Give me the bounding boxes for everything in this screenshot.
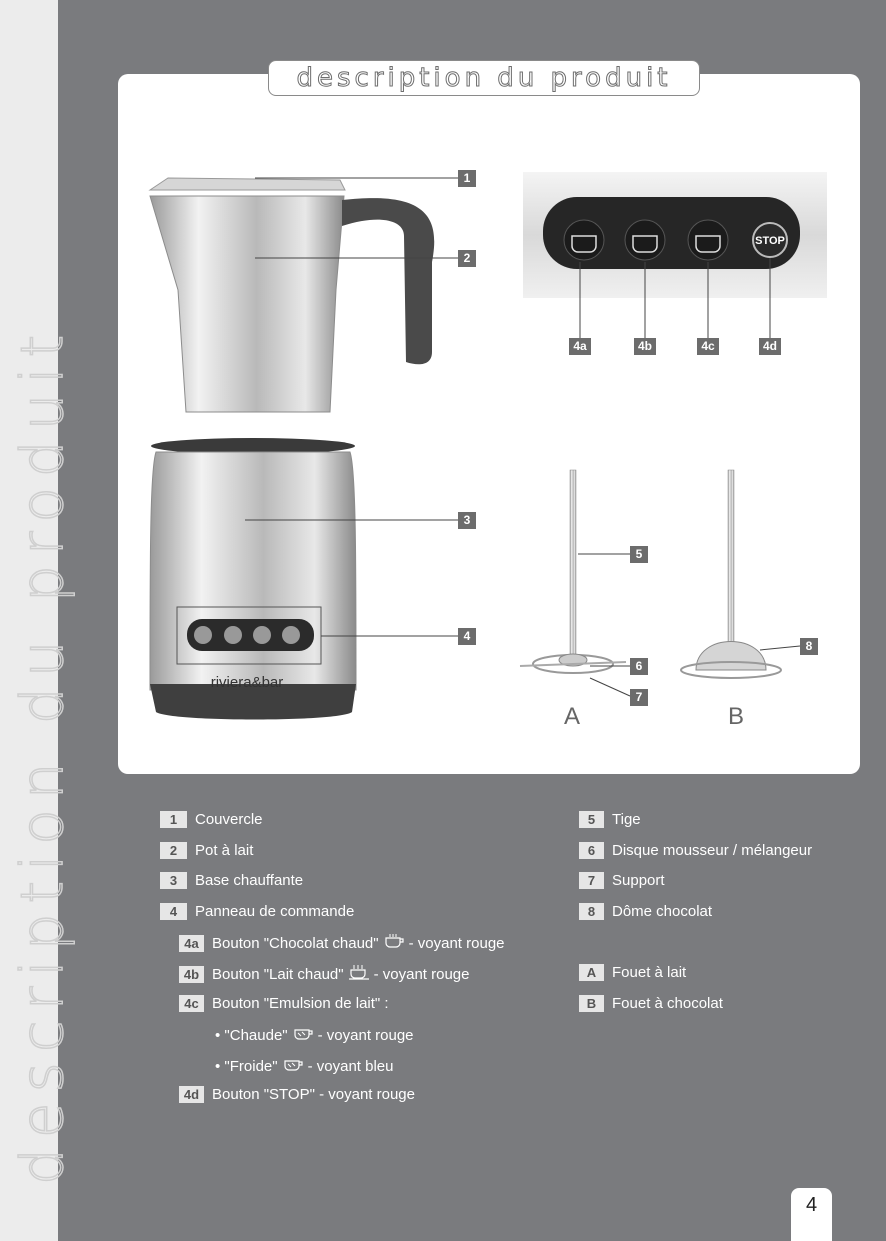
legend-badge: A: [579, 964, 604, 981]
legend-badge: 8: [579, 903, 604, 920]
legend-text: Base chauffante: [195, 872, 304, 889]
callout-7: 7: [630, 689, 648, 706]
callout-8: 8: [800, 638, 818, 655]
callout-4a: 4a: [569, 338, 591, 355]
whisk-letter-b: B: [728, 703, 745, 730]
legend-suffix: - voyant rouge: [408, 934, 505, 952]
legend-item: [179, 933, 505, 953]
page-number: 4: [791, 1188, 832, 1241]
callout-4b: 4b: [634, 338, 656, 355]
leader-7: [590, 678, 630, 696]
legend-badge: B: [579, 995, 604, 1012]
legend-item: [179, 995, 389, 1012]
legend-suffix: - voyant rouge: [317, 1026, 414, 1044]
legend-item: [179, 1086, 415, 1103]
legend-text: Couvercle: [195, 811, 263, 828]
legend-text: • "Chaude": [215, 1026, 288, 1044]
legend-item: [579, 872, 665, 889]
legend-text: Tige: [612, 811, 641, 828]
legend-suffix: - voyant bleu: [307, 1057, 394, 1075]
legend-item: [579, 995, 723, 1012]
legend-text: Dôme chocolat: [612, 903, 713, 920]
legend-text: Pot à lait: [195, 842, 254, 859]
callout-2: 2: [458, 250, 476, 267]
legend-badge: 5: [579, 811, 604, 828]
legend-item: [160, 842, 253, 859]
legend-badge: 7: [579, 872, 604, 889]
legend-badge: 6: [579, 842, 604, 859]
callout-1: 1: [458, 170, 476, 187]
callout-3: 3: [458, 512, 476, 529]
legend-badge: 4c: [179, 995, 204, 1012]
brand-text: riviera&bar: [210, 674, 284, 691]
legend-text: Fouet à chocolat: [612, 995, 723, 1012]
legend-text: Fouet à lait: [612, 964, 687, 981]
whisk-a: [520, 470, 626, 673]
whisk-b: [681, 470, 781, 678]
legend-text: Panneau de commande: [195, 903, 355, 920]
callout-4: 4: [458, 628, 476, 645]
legend-text: Disque mousseur / mélangeur: [612, 842, 813, 859]
legend-text: • "Froide": [215, 1057, 278, 1075]
legend-badge: 2: [160, 842, 187, 859]
callout-4d: 4d: [759, 338, 781, 355]
legend-item: [160, 872, 303, 889]
callout-5: 5: [630, 546, 648, 563]
legend-item: [579, 842, 812, 859]
legend-text: Bouton "STOP" - voyant rouge: [212, 1086, 415, 1103]
header-title: description du produit: [296, 63, 672, 93]
side-title: description du produit: [8, 324, 76, 1185]
control-panel-zoom: [523, 172, 827, 298]
legend-badge: 3: [160, 872, 187, 889]
legend-badge: 4a: [179, 935, 204, 952]
leader-8: [760, 646, 800, 650]
legend-item: [579, 811, 641, 828]
milk-jug: [150, 178, 434, 412]
legend-item: [160, 811, 263, 828]
callout-6: 6: [630, 658, 648, 675]
milk-foam-icon: [292, 1025, 314, 1045]
legend-item: [579, 964, 686, 981]
legend-suffix: - voyant rouge: [373, 965, 470, 983]
legend-badge: 4d: [179, 1086, 204, 1103]
legend-badge: 4b: [179, 966, 204, 983]
legend-item: [215, 1025, 414, 1045]
legend-text: Bouton "Lait chaud": [212, 965, 344, 983]
legend-badge: 4: [160, 903, 187, 920]
legend-badge: 1: [160, 811, 187, 828]
legend-text: Bouton "Emulsion de lait" :: [212, 995, 389, 1012]
hot-chocolate-icon: [383, 933, 405, 953]
legend-item: [179, 964, 469, 984]
legend-item: [215, 1056, 393, 1076]
hot-milk-icon: [348, 964, 370, 984]
stop-button-label: STOP: [755, 235, 785, 247]
legend-text: Bouton "Chocolat chaud": [212, 934, 379, 952]
milk-foam-icon: [282, 1056, 304, 1076]
legend-item: [579, 903, 712, 920]
callout-4c: 4c: [697, 338, 719, 355]
whisk-letter-a: A: [564, 703, 581, 730]
heating-base: [150, 438, 356, 720]
legend-text: Support: [612, 872, 665, 889]
legend-item: [160, 903, 354, 920]
